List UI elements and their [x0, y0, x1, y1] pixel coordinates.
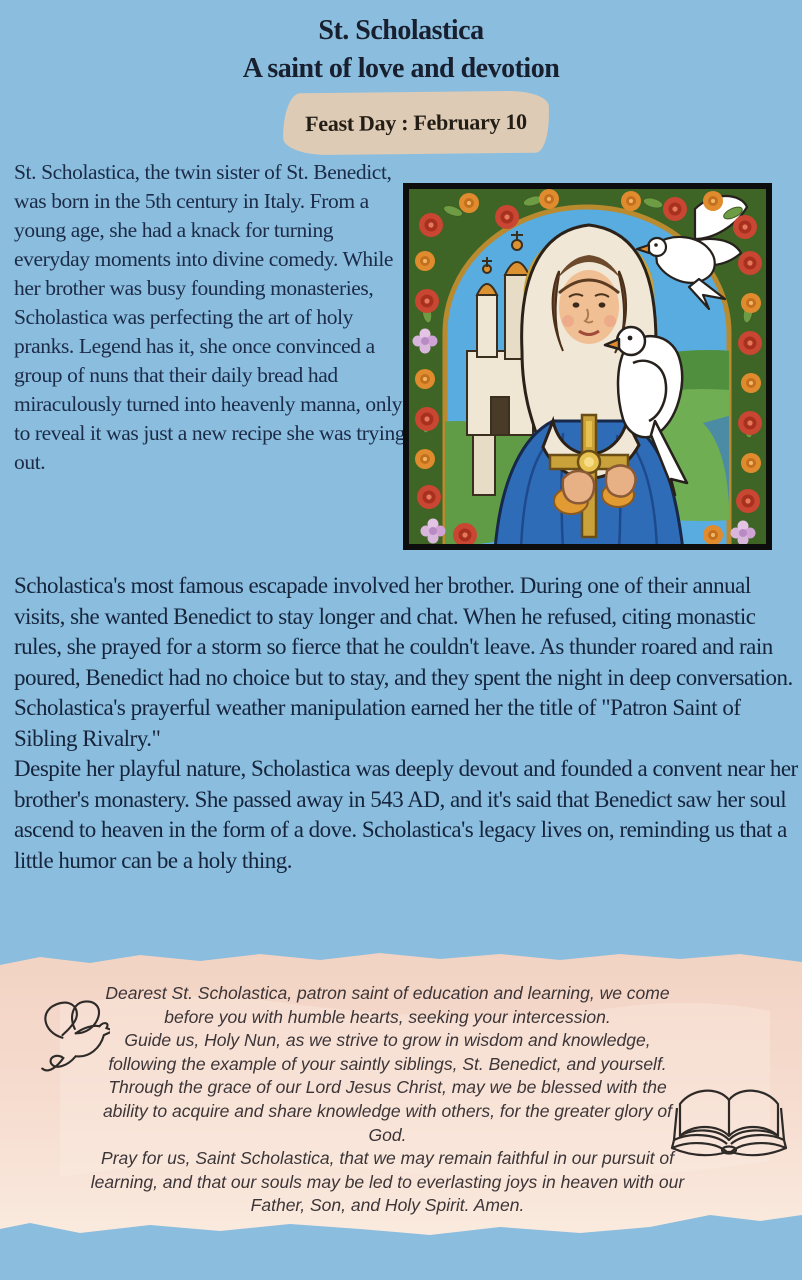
- feast-day-label: Feast Day : February 10: [305, 108, 527, 137]
- prayer-section: [90, 982, 685, 1218]
- saint-portrait-svg: [403, 183, 772, 550]
- page-title: St. Scholastica: [318, 15, 484, 46]
- prayer-line-1: Dearest St. Scholastica, patron saint of education and learning, we come before you with humble hearts, seeking your intercession.: [105, 983, 670, 1027]
- article-paragraph-2: Scholastica's most famous escapade involved her brother. During one of their annual visits, she wanted Benedict to stay longer and chat. When he refused, citing monastic rules, she prayed for a storm so fierce that he couldn't leave. As thunder roared and rain poured, Benedict had no choice but to stay, and they spent the night in deep conversation. Scholastica's prayerful weather manipulation earned her the title of "Patron Saint of Sibling Rivalry.": [14, 573, 793, 751]
- feast-day-badge: [283, 91, 550, 156]
- article-paragraph-1: St. Scholastica, the twin sister of St. Benedict, was born in the 5th century in Italy. From a young age, she had a knack for turning everyday moments into divine comedy. While her brother was busy founding monasteries, Scholastica was perfecting the art of holy pranks. Legend has it, she once convinced a group of nuns that their daily bread had miraculously turned into heavenly manna, only to reveal it was just a new recipe she was trying out.: [14, 160, 406, 474]
- prayer-line-4: Pray for us, Saint Scholastica, that we may remain faithful in our pursuit of learning, and that our souls may be led to everlasting joys in heaven with our Father, Son, and Holy Spirit. Amen.: [90, 1148, 685, 1216]
- article-paragraph-3: Despite her playful nature, Scholastica was deeply devout and founded a convent near her brother's monastery. She passed away in 543 AD, and it's said that Benedict saw her soul ascend to heaven in the form of a dove. Scholastica's legacy lives on, reminding us that a little humor can be a holy thing.: [14, 756, 798, 873]
- article-body: [14, 571, 800, 876]
- open-book-line-art-icon: [666, 1078, 792, 1170]
- prayer-line-3: Through the grace of our Lord Jesus Christ, may we be blessed with the ability to acquire and share knowledge with others, for the greater glory of God.: [102, 1077, 673, 1145]
- saint-portrait-illustration: [403, 183, 772, 550]
- page-subtitle: A saint of love and devotion: [242, 53, 560, 84]
- header: [0, 0, 802, 86]
- prayer-line-2: Guide us, Holy Nun, as we strive to grow in wisdom and knowledge, following the example of your saintly siblings, St. Benedict, and yourself.: [108, 1030, 667, 1074]
